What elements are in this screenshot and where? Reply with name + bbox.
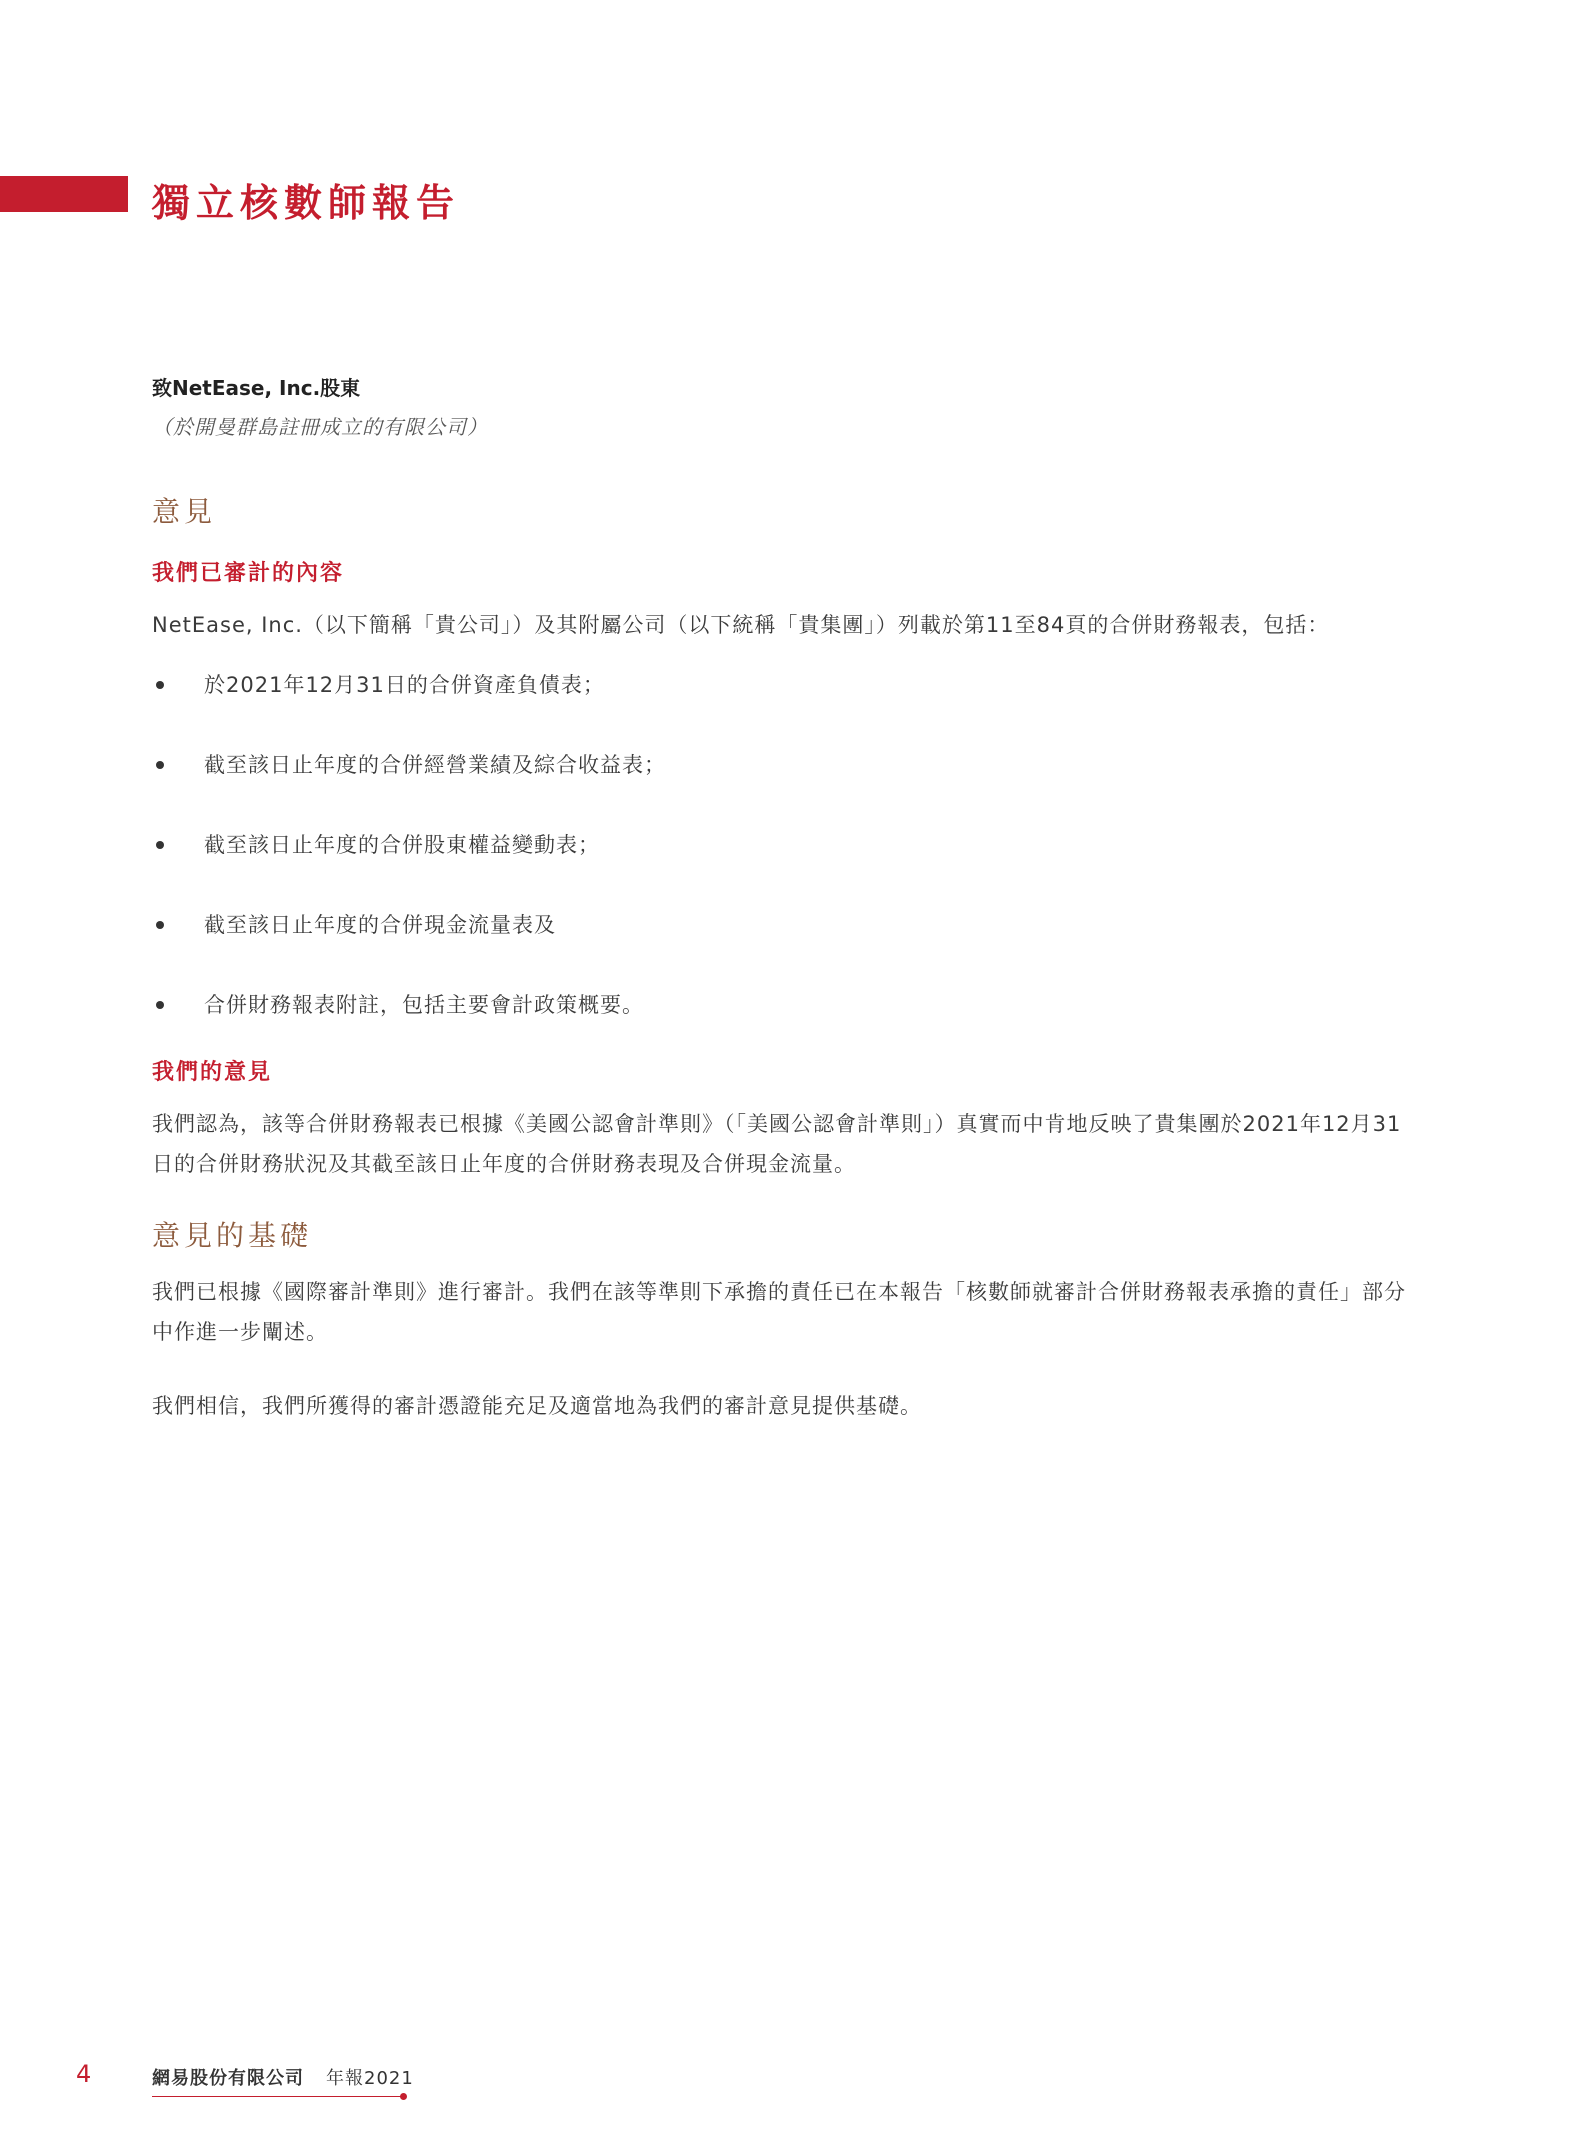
report-body xyxy=(152,372,1412,1426)
basis-heading: 意見的基礎 xyxy=(152,1219,313,1252)
page-title: 獨立核數師報告 xyxy=(152,181,461,225)
footer-rule xyxy=(152,2096,402,2097)
bullet-icon xyxy=(156,1001,164,1009)
list-item: 截至該日止年度的合併現金流量表及 xyxy=(152,905,1412,945)
audited-subheading: 我們已審計的內容 xyxy=(152,561,345,586)
incorporation-note: （於開曼群島註冊成立的有限公司） xyxy=(152,415,488,439)
page-footer xyxy=(0,2060,1587,2120)
bullet-icon xyxy=(156,681,164,689)
bullet-icon xyxy=(156,841,164,849)
basis-paragraph-1: 我們已根據《國際審計準則》進行審計。我們在該等準則下承擔的責任已在本報告「核數師就審計合併財務報表承擔的責任」部分中作進一步闡述。 xyxy=(152,1280,1406,1344)
statements-list xyxy=(152,665,1412,1025)
footer-dot-icon xyxy=(400,2093,407,2100)
bullet-icon xyxy=(156,921,164,929)
footer-report: 年報2021 xyxy=(326,2068,414,2089)
audited-intro: NetEase, Inc.（以下簡稱「貴公司」）及其附屬公司（以下統稱「貴集團」）列載於第11至84頁的合併財務報表，包括： xyxy=(152,613,1330,637)
list-item: 截至該日止年度的合併經營業績及綜合收益表； xyxy=(152,745,1412,785)
addressee: 致NetEase, Inc.股東 xyxy=(152,376,361,400)
bullet-icon xyxy=(156,761,164,769)
our-opinion-subheading: 我們的意見 xyxy=(152,1060,273,1085)
list-item: 截至該日止年度的合併股東權益變動表； xyxy=(152,825,1412,865)
list-item: 於2021年12月31日的合併資產負債表； xyxy=(152,665,1412,705)
our-opinion-text: 我們認為，該等合併財務報表已根據《美國公認會計準則》（「美國公認會計準則」）真實而中肯地反映了貴集團於2021年12月31日的合併財務狀況及其截至該日止年度的合併財務表現及合併現金流量。 xyxy=(152,1112,1402,1176)
page-number: 4 xyxy=(76,2060,92,2088)
header-accent-bar xyxy=(0,176,128,212)
basis-paragraph-2: 我們相信，我們所獲得的審計憑證能充足及適當地為我們的審計意見提供基礎。 xyxy=(152,1394,922,1418)
opinion-heading: 意見 xyxy=(152,495,217,528)
footer-company: 網易股份有限公司 xyxy=(152,2068,304,2089)
list-item: 合併財務報表附註，包括主要會計政策概要。 xyxy=(152,985,1412,1025)
